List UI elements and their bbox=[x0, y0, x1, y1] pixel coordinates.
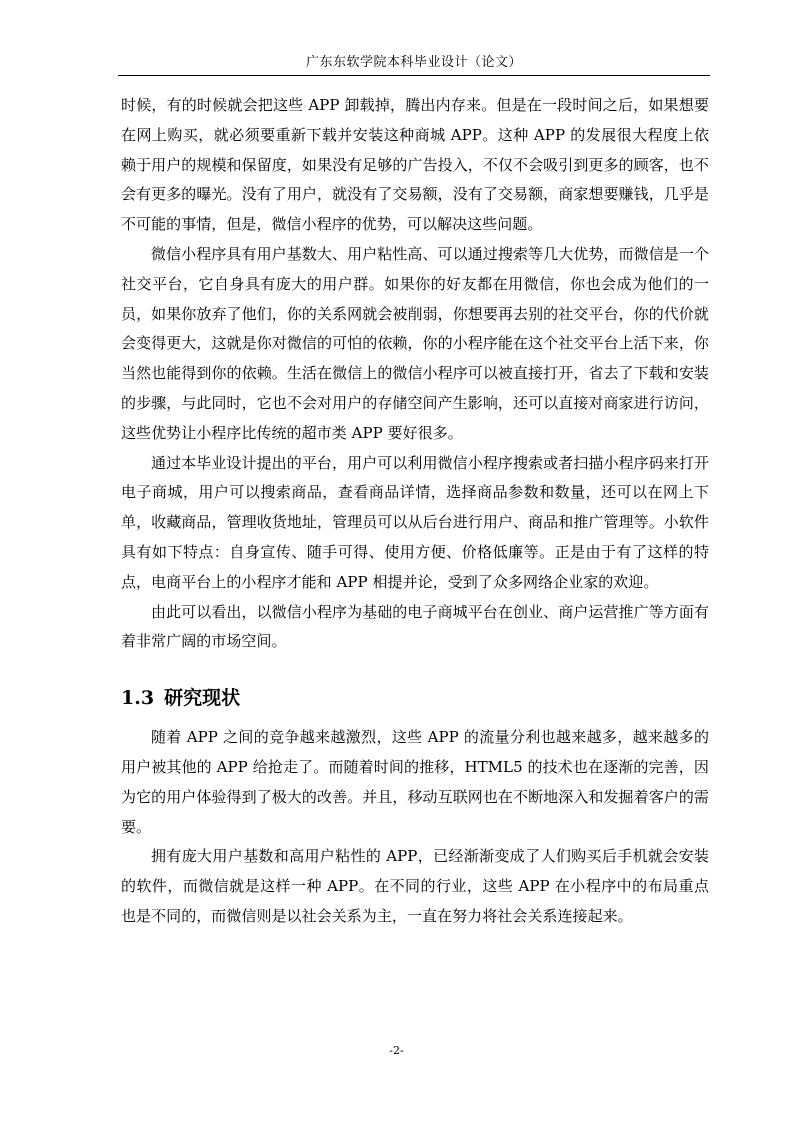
section-heading bbox=[121, 679, 709, 717]
paragraph: 通过本毕业设计提出的平台，用户可以利用微信小程序搜索或者扫描小程序码来打开电子商城，用户可以搜索商品，查看商品详情，选择商品参数和数量，还可以在网上下单，收藏商品，管理收货地址，管理员可以从后台进行用户、商品和推广管理等。小软件具有如下特点：自身宣传、随手可得、使用方便、价格低廉等。正是由于有了这样的特点，电商平台上的小程序才能和 APP 相提并论，受到了众多网络企业家的欢迎。 bbox=[121, 453, 709, 591]
header-rule bbox=[118, 75, 710, 76]
paragraph-continuation: 时候，有的时候就会把这些 APP 卸载掉，腾出内存来。但是在一段时间之后，如果想要在网上购买，就必须要重新下载并安装这种商城 APP。这种 APP 的发展很大程度上依赖于用户的规模和保留度，如果没有足够的广告投入，不仅不会吸引到更多的顾客，也不会有更多的曝光。没有了用户，就没有了交易额，没有了交易额，商家想要赚钱，几乎是不可能的事情，但是，微信小程序的优势，可以解决这些问题。 bbox=[121, 96, 709, 234]
paragraph: 微信小程序具有用户基数大、用户粘性高、可以通过搜索等几大优势，而微信是一个社交平台，它自身具有庞大的用户群。如果你的好友都在用微信，你也会成为他们的一员，如果你放弃了他们，你的关系网就会被削弱，你想要再去别的社交平台，你的代价就会变得更大，这就是你对微信的可怕的依赖，你的小程序能在这个社交平台上活下来，你当然也能得到你的依赖。生活在微信上的微信小程序可以被直接打开，省去了下载和安装的步骤，与此同时，它也不会对用户的存储空间产生影响，还可以直接对商家进行访问，这些优势让小程序比传统的超市类 APP 要好很多。 bbox=[121, 244, 709, 442]
paragraph: 拥有庞大用户基数和高用户粘性的 APP，已经渐渐变成了人们购买后手机就会安装的软件，而微信就是这样一种 APP。在不同的行业，这些 APP 在小程序中的布局重点也是不同的，而微信则是以社会关系为主，一直在努力将社会关系连接起来。 bbox=[121, 847, 709, 925]
running-header: 广东东软学院本科毕业设计（论文） bbox=[305, 55, 522, 70]
body-text bbox=[121, 91, 709, 932]
paragraph: 由此可以看出，以微信小程序为基础的电子商城平台在创业、商户运营推广等方面有着非常广阔的市场空间。 bbox=[121, 602, 709, 651]
section-title: 研究现状 bbox=[164, 687, 241, 710]
paragraph: 随着 APP 之间的竞争越来越激烈，这些 APP 的流量分利也越来越多，越来越多的用户被其他的 APP 给抢走了。而随着时间的推移，HTML5 的技术也在逐渐的完善，因为它的用户体验得到了极大的改善。并且，移动互联网也在不断地深入和发掘着客户的需要。 bbox=[121, 728, 709, 836]
page-number: -2- bbox=[389, 1044, 404, 1057]
section-number: 1.3 bbox=[121, 687, 155, 710]
